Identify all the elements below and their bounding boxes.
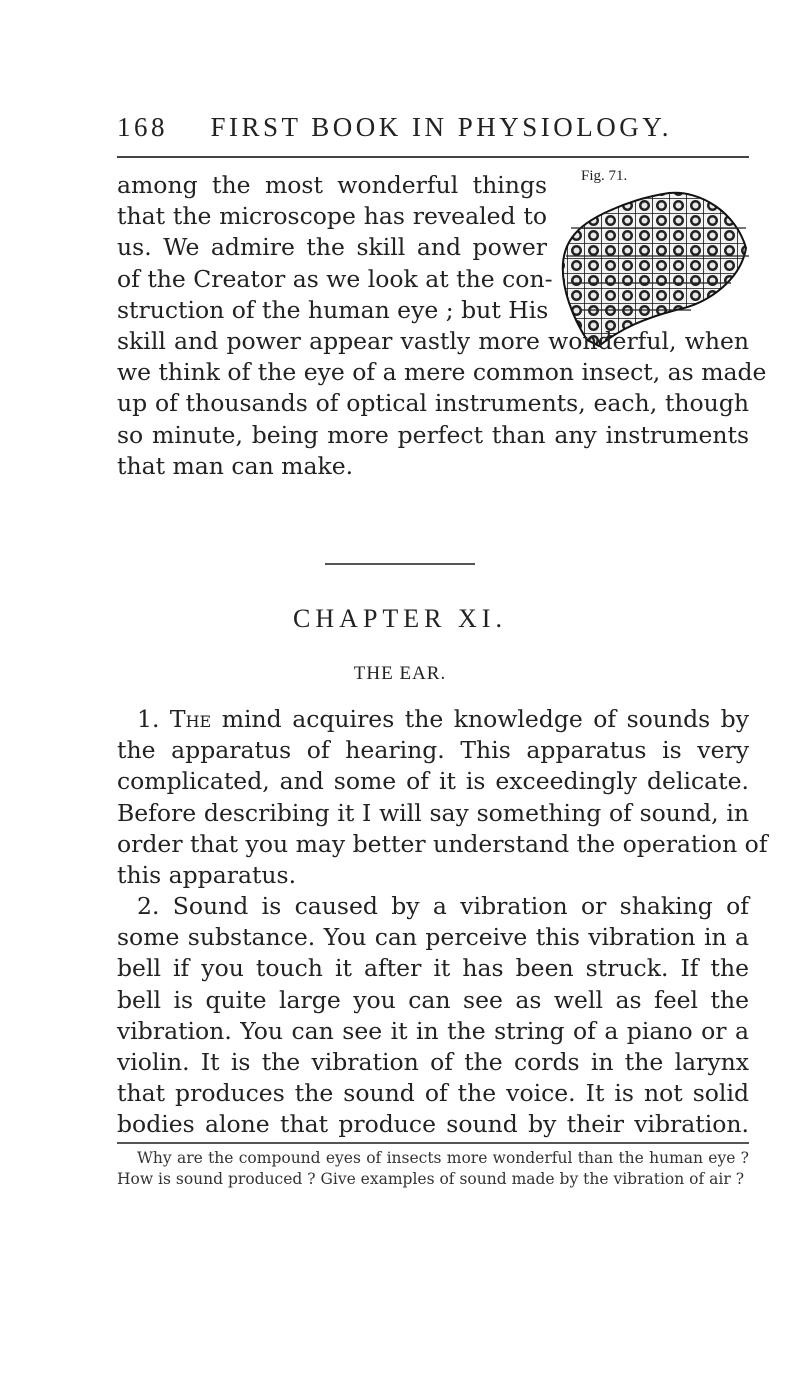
- review-questions: Why are the compound eyes of insects more wonderful than the human eye ? How is sound produced ? Give examples of sound made by the vibration of air ?: [117, 1149, 749, 1188]
- section-1-line: complicated, and some of it is exceedingly delicate.: [117, 767, 749, 796]
- running-title: FIRST BOOK IN PHYSIOLOGY.: [210, 112, 673, 142]
- page-header: [117, 112, 747, 143]
- section-1-line: Before describing it I will say something of sound, in: [117, 798, 749, 827]
- section-number: 1.: [137, 705, 160, 733]
- intro-line: up of thousands of optical instruments, each, though: [117, 389, 749, 418]
- intro-line: of the Creator as we look at the con-: [117, 264, 553, 293]
- section-2-line: bell is quite large you can see as well as feel the: [117, 985, 749, 1014]
- section-2-line: bodies alone that produce sound by their vibration.: [117, 1110, 749, 1139]
- section-2-lines-block: [117, 891, 749, 1141]
- intro-paragraph: [117, 170, 767, 482]
- chapter-divider: [325, 563, 475, 565]
- section-1-line-rest: mind acquires the knowledge of sounds by: [221, 705, 749, 733]
- intro-line: us. We admire the skill and power: [117, 233, 547, 262]
- chapter-heading: CHAPTER XI.: [293, 604, 507, 633]
- intro-line: among the most wonderful things: [117, 171, 547, 199]
- section-2-line: 2. Sound is caused by a vibration or shaking of: [137, 892, 749, 920]
- section-2-line: bell if you touch it after it has been struck. If the: [117, 954, 749, 983]
- section-2-line: some substance. You can perceive this vibration in a: [117, 923, 749, 952]
- section-lead-word: The: [169, 705, 212, 733]
- page-number: 168: [117, 112, 168, 142]
- intro-line: that the microscope has revealed to: [117, 202, 547, 231]
- intro-line: skill and power appear vastly more wonderful, when: [117, 327, 749, 356]
- footer-rule: [117, 1142, 749, 1144]
- figure-label: Fig. 71.: [581, 168, 628, 184]
- section-2-line: vibration. You can see it in the string of a piano or a: [117, 1016, 749, 1045]
- intro-line: we think of the eye of a mere common insect, as made: [117, 358, 767, 387]
- section-1-line: this apparatus.: [117, 861, 297, 890]
- section-2-line: that produces the sound of the voice. It is not solid: [117, 1079, 749, 1108]
- intro-line: that man can make.: [117, 451, 354, 480]
- section-1-first-line: [137, 704, 749, 735]
- section-1-line: order that you may better understand the operation of: [117, 829, 768, 858]
- section-2-line: violin. It is the vibration of the cords in the larynx: [117, 1048, 749, 1077]
- header-rule: [117, 156, 749, 158]
- section-1-paragraph: [117, 704, 768, 891]
- chapter-subtitle: THE EAR.: [353, 663, 447, 684]
- section-1-line: the apparatus of hearing. This apparatus is very: [117, 736, 749, 765]
- intro-line: so minute, being more perfect than any instruments: [117, 420, 749, 449]
- intro-line: struction of the human eye ; but His: [117, 295, 549, 324]
